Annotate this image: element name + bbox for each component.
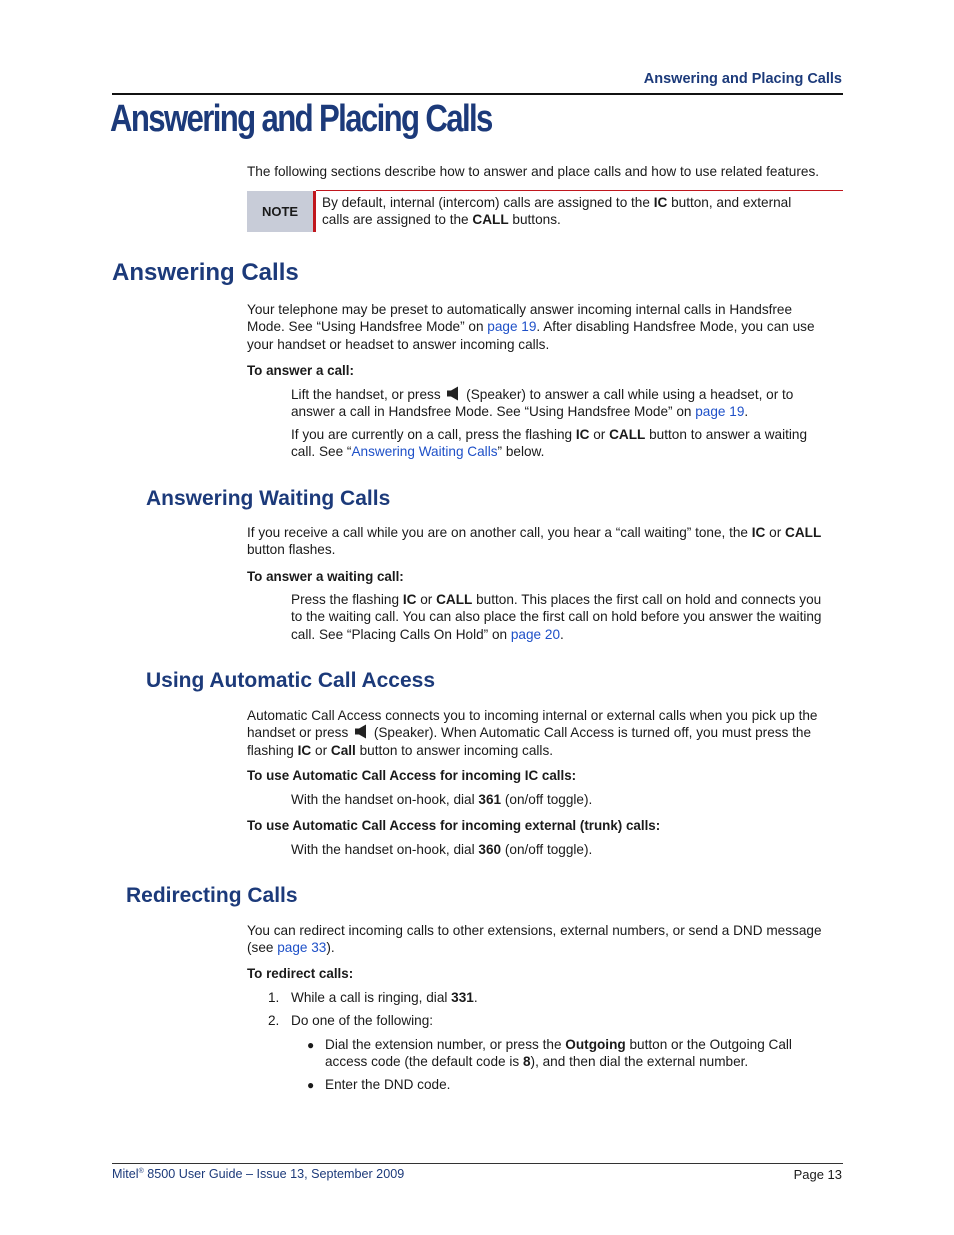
- link-page-33[interactable]: page 33: [277, 940, 327, 956]
- footer-document-info: Mitel® 8500 User Guide – Issue 13, September 2009: [112, 1167, 405, 1181]
- note-box: [247, 190, 843, 232]
- waiting-step: Press the flashing IC or CALL button. This places the first call on hold and connects you to the waiting call. You can also place the first call on hold before you answer the waiting call. See “Placing Calls On Hold” on page 20.: [291, 592, 822, 642]
- redirect-step-2: Do one of the following:: [291, 1013, 434, 1028]
- speaker-icon: [446, 386, 460, 401]
- note-label: NOTE: [247, 191, 313, 232]
- answering-paragraph: Your telephone may be preset to automatically answer incoming internal calls in Handsfree Mode. See “Using Handsfree Mode” on page 19. After disabling Handsfree Mode, you can use your handset or headset to answer incoming calls.: [247, 302, 815, 352]
- link-page-19[interactable]: page 19: [487, 319, 537, 335]
- speaker-icon: [354, 724, 368, 739]
- link-page-20[interactable]: page 20: [510, 626, 561, 642]
- redirect-bullet-1: Dial the extension number, or press the Outgoing button or the Outgoing Call access code (the default code is 8), and then dial the external number.: [325, 1037, 792, 1070]
- procedure-lead-answer-call: To answer a call:: [247, 363, 354, 378]
- bullet-icon: ●: [307, 1078, 315, 1092]
- section-heading-answering-waiting-calls: Answering Waiting Calls: [146, 487, 391, 510]
- link-page-19-b[interactable]: page 19: [695, 404, 745, 420]
- auto-paragraph: Automatic Call Access connects you to incoming internal or external calls when you pick up the handset or press (Speaker). When Automatic Call Access is turned off, you must press the flashing IC or Call button to answer incoming calls.: [247, 708, 818, 758]
- procedure-lead-auto-trunk: To use Automatic Call Access for incoming external (trunk) calls:: [247, 818, 661, 833]
- section-heading-answering-calls: Answering Calls: [112, 259, 299, 286]
- redirect-step-1-number: 1.: [268, 990, 280, 1005]
- answering-step-2: If you are currently on a call, press the flashing IC or CALL button to answer a waiting call. See “Answering Waiting Calls” below.: [291, 427, 808, 460]
- note-top-rule: [316, 190, 843, 191]
- procedure-lead-redirect: To redirect calls:: [247, 966, 354, 981]
- redirect-paragraph: You can redirect incoming calls to other extensions, external numbers, or send a DND message (see page 33).: [247, 923, 822, 956]
- redirect-step-1: While a call is ringing, dial 331.: [291, 990, 478, 1005]
- procedure-lead-auto-ic: To use Automatic Call Access for incoming IC calls:: [247, 768, 577, 783]
- procedure-lead-answer-waiting-call: To answer a waiting call:: [247, 569, 404, 584]
- redirect-bullet-2: Enter the DND code.: [325, 1077, 451, 1092]
- header-rule: [112, 93, 843, 95]
- page-title: Answering and Placing Calls: [110, 98, 492, 140]
- auto-step-ic: With the handset on-hook, dial 361 (on/off toggle).: [291, 792, 593, 807]
- note-text: By default, internal (intercom) calls are assigned to the IC button, and external calls are assigned to the CALL buttons.: [322, 195, 792, 228]
- redirect-step-2-number: 2.: [268, 1013, 280, 1028]
- auto-step-trunk: With the handset on-hook, dial 360 (on/off toggle).: [291, 842, 593, 857]
- footer-rule: [112, 1163, 843, 1164]
- running-header: Answering and Placing Calls: [643, 71, 842, 87]
- intro-paragraph: The following sections describe how to answer and place calls and how to use related features.: [247, 164, 820, 179]
- bullet-icon: ●: [307, 1038, 315, 1052]
- link-answering-waiting-calls[interactable]: Answering Waiting Calls: [351, 444, 498, 460]
- footer-page-number: Page 13: [793, 1167, 842, 1182]
- section-heading-automatic-call-access: Using Automatic Call Access: [146, 669, 436, 692]
- section-heading-redirecting-calls: Redirecting Calls: [126, 884, 298, 907]
- answering-step-1: Lift the handset, or press (Speaker) to answer a call while using a headset, or to answer a call in Handsfree Mode. See “Using Handsfree Mode” on page 19.: [291, 387, 794, 420]
- note-accent-bar: [313, 191, 316, 232]
- waiting-paragraph: If you receive a call while you are on another call, you hear a “call waiting” tone, the IC or CALL button flashes.: [247, 525, 822, 558]
